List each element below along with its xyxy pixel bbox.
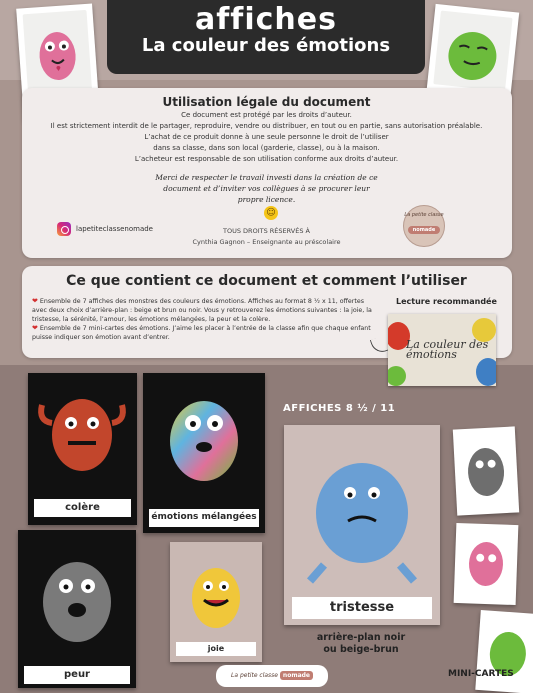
- poster-label-melangees: émotions mélangées: [151, 512, 257, 522]
- poster-label-peur: peur: [64, 669, 90, 680]
- thanks-note: Merci de respecter le travail investi dans la création de ce document et d’inviter vos collègues à se procurer leur propre licence.: [155, 173, 378, 204]
- contents-body: [32, 297, 377, 342]
- title-banner: [107, 0, 425, 74]
- book-title: La couleur des émotions: [406, 338, 489, 361]
- poster-card-peur: [18, 530, 136, 688]
- instagram-handle[interactable]: lapetiteclassenomade: [76, 225, 153, 233]
- legal-line: Ce document est protégé par les droits d’auteur.: [181, 111, 352, 119]
- contents-item-1-text: Ensemble de 7 affiches des monstres des couleurs des émotions. Affiches au format 8 ½ x 11, offertes avec deux choix d’arrière-plan : beige et brun ou noir. Vous y retrouverez les émotions suivantes : la joie, la tristesse, la sérénité, l’amour, les émotions mélangées, la peur et la colère.: [32, 298, 372, 323]
- yellow-monster-image: [170, 542, 262, 642]
- footer-brand-text: La petite classe: [231, 672, 278, 679]
- mixed-monster-image: [143, 373, 265, 501]
- poster-card-colere: [28, 373, 137, 525]
- brand-logo: [403, 205, 445, 247]
- smiley-icon: ☺: [264, 206, 278, 220]
- legal-title: Utilisation légale du document: [162, 95, 371, 109]
- green-monster-image: [433, 10, 512, 91]
- poster-label-tristesse: tristesse: [329, 600, 395, 615]
- pink-monster-image: [23, 10, 92, 94]
- footer-brand-pill: nomade: [280, 671, 313, 680]
- poster-card-joie: [170, 542, 262, 662]
- contents-title: Ce que contient ce document et comment l’utiliser: [66, 273, 467, 289]
- mini-cards-label: MINI-CARTES: [448, 669, 514, 679]
- red-monster-image: [28, 373, 137, 493]
- contents-item-2-text: Ensemble de 7 mini-cartes des émotions. J’aime les placer à l’entrée de la classe afin que chaque enfant puisse indiquer son émotion avant d’entrer.: [32, 325, 371, 341]
- background-caption: [306, 632, 416, 656]
- footer-brand: [216, 665, 328, 687]
- brand-logo-text: La petite classe: [404, 212, 444, 218]
- brand-logo-pill: nomade: [408, 226, 440, 234]
- pink-monster-image: [454, 523, 519, 605]
- background-caption-line-2: ou beige-brun: [323, 644, 399, 655]
- grey-monster-image: [453, 426, 519, 515]
- poster-label-joie: joie: [207, 644, 225, 653]
- page-subtitle: La couleur des émotions: [141, 35, 391, 56]
- background-caption-line-1: arrière-plan noir: [316, 632, 406, 643]
- poster-card-melangees: [143, 373, 265, 533]
- blue-monster-image: [284, 425, 440, 595]
- book-cover: [388, 314, 496, 386]
- legal-line: L’achat de ce produit donne à une seule personne le droit de l’utiliser: [144, 133, 389, 141]
- page-title: affiches: [195, 2, 337, 37]
- legal-text: [40, 110, 493, 165]
- instagram-icon[interactable]: [57, 222, 71, 236]
- poster-card-tristesse: [284, 425, 440, 625]
- rights-line-2: Cynthia Gagnon – Enseignante au préscolaire: [192, 238, 341, 246]
- heart-icon: ❤: [32, 324, 38, 332]
- rights-line-1: TOUS DROITS RÉSERVÉS À: [223, 227, 310, 235]
- contents-item-2: [32, 324, 377, 342]
- rights-notice: [160, 226, 373, 248]
- mini-card-peur: [453, 426, 519, 515]
- legal-line: Il est strictement interdit de le partager, reproduire, vendre ou distribuer, en tout ou en partie, sans autorisation préalable.: [50, 122, 483, 130]
- legal-line: L’acheteur est responsable de son utilisation conforme aux droits d’auteur.: [134, 155, 399, 163]
- legal-line: dans sa classe, dans son local (garderie, classe), ou à la maison.: [153, 144, 380, 152]
- mini-card-amour: [454, 523, 519, 605]
- green-monster-image: [475, 610, 533, 693]
- grey-monster-image: [18, 530, 136, 660]
- heart-icon: ❤: [32, 297, 38, 305]
- posters-format-label: AFFICHES 8 ½ / 11: [283, 403, 396, 414]
- poster-label-colere: colère: [65, 502, 100, 513]
- contents-item-1: [32, 297, 377, 324]
- recommended-reading-label: Lecture recommandée: [396, 297, 497, 306]
- mini-card-serenite: [475, 610, 533, 693]
